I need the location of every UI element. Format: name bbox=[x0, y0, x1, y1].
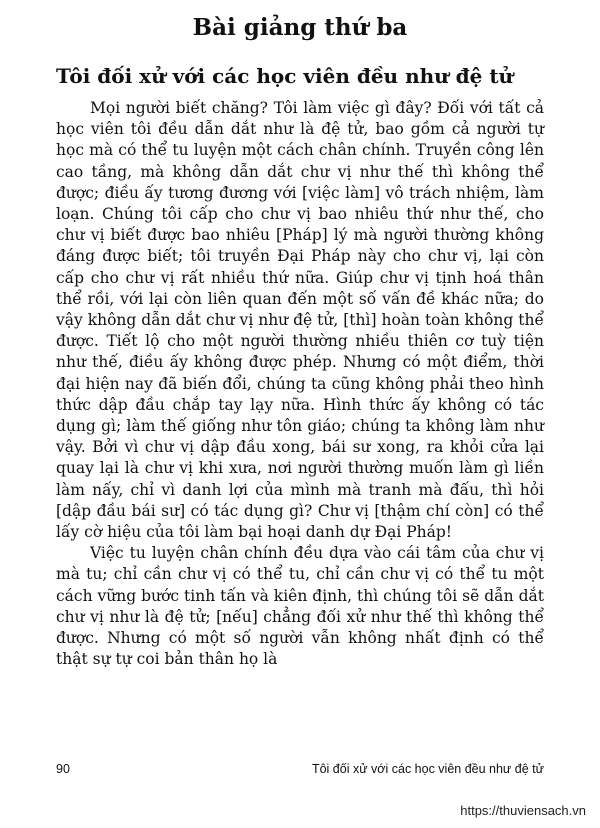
page-number: 90 bbox=[56, 762, 70, 776]
section-title: Tôi đối xử với các học viên đều như đệ tử bbox=[56, 64, 514, 88]
body-text bbox=[56, 98, 544, 670]
watermark-link[interactable]: https://thuviensach.vn bbox=[460, 803, 586, 818]
chapter-title: Bài giảng thứ ba bbox=[192, 14, 408, 41]
paragraph-1: Mọi người biết chăng? Tôi làm việc gì đây? Đối với tất cả học viên tôi đều dẫn dắt như là đệ tử, bao gồm cả người tự học mà có thể tu luyện một cách chân chính. Truyền công lên cao tầng, mà không dẫn dắt chư vị như thế thì không thể được; điều ấy tương đương với [việc làm] vô trách nhiệm, làm loạn. Chúng tôi cấp cho chư vị bao nhiêu thứ như thế, cho chư vị biết được bao nhiêu [Pháp] lý mà người thường không đáng được biết; tôi truyền Đại Pháp này cho chư vị, lại còn cấp cho chư vị rất nhiều thứ nữa. Giúp chư vị tịnh hoá thân thể rồi, với lại còn liên quan đến một số vấn đề khác nữa; do vậy không dẫn dắt chư vị như đệ tử, [thì] hoàn toàn không thể được. Tiết lộ cho một người thường nhiều thiên cơ tuỳ tiện như thế, điều ấy không được phép. Nhưng có một điểm, thời đại hiện nay đã biến đổi, chúng ta cũng không phải theo hình thức dập đầu chắp tay lạy nữa. Hình thức ấy không có tác dụng gì; làm thế giống như tôn giáo; chúng ta không làm như vậy. Bởi vì chư vị dập đầu xong, bái sư xong, ra khỏi cửa lại quay lại là chư vị khi xưa, nơi người thường muốn làm gì liền làm nấy, chỉ vì danh lợi của mình mà tranh mà đấu, thì hỏi [dập đầu bái sư] có tác dụng gì? Chư vị [thậm chí còn] có thể lấy cờ hiệu của tôi làm bại hoại danh dự Đại Pháp! bbox=[56, 99, 544, 542]
paragraph-2: Việc tu luyện chân chính đều dựa vào cái tâm của chư vị mà tu; chỉ cần chư vị có thể tu, chỉ cần chư vị có thể tu một cách vững bước tinh tấn và kiên định, thì chúng tôi sẽ dẫn dắt chư vị như là đệ tử; [nếu] chẳng đối xử như thế thì không thể được. Nhưng có một số người vẫn không nhất định có thể thật sự tự coi bản thân họ là bbox=[56, 544, 544, 669]
page-footer bbox=[56, 762, 544, 776]
running-title: Tôi đối xử với các học viên đều như đệ tử bbox=[311, 762, 544, 776]
